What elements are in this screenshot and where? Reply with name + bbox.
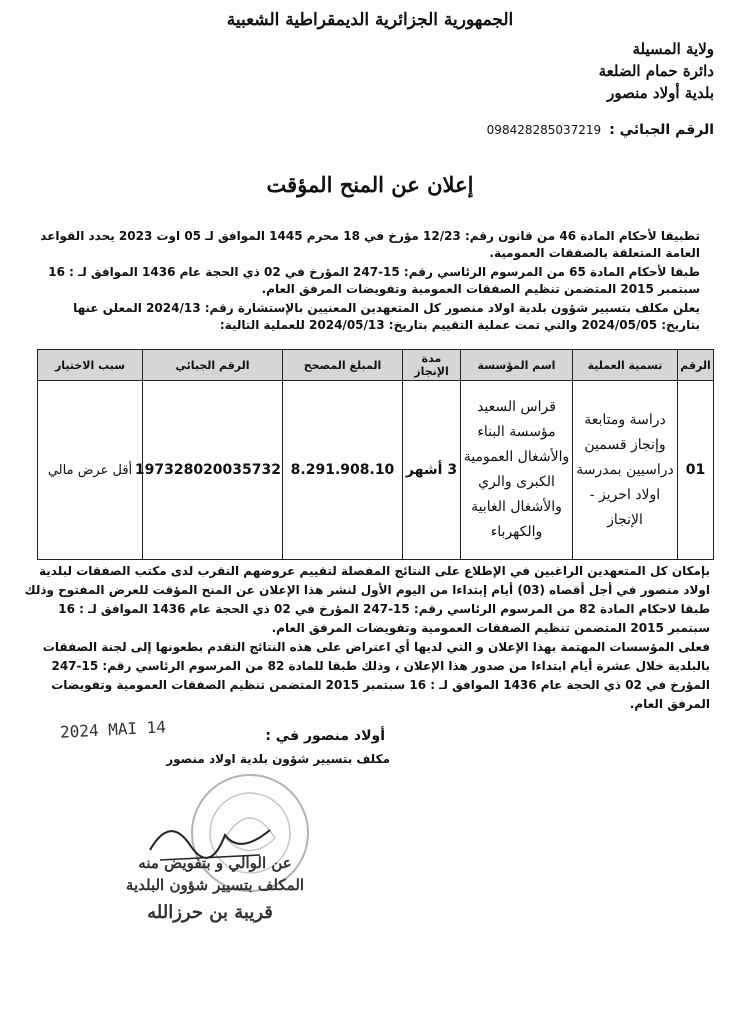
delegation-line: عن الوالي و بتفويض منه	[138, 854, 292, 872]
commune-line: بلدية أولاد منصور	[607, 84, 714, 102]
delegation-block	[20, 852, 410, 896]
delegation-line: المكلف بتسيير شؤون البلدية	[125, 876, 305, 894]
outro-paragraphs	[20, 562, 710, 714]
document-title: إعلان عن المنح المؤقت	[266, 172, 474, 197]
daira-line: دائرة حمام الضلعة	[598, 62, 714, 80]
tax-label: الرقم الجبائي :	[609, 122, 714, 138]
intro-paragraph: تطبيقا لأحكام المادة 46 من قانون رقم: 12/23 مؤرخ في 18 محرم 1445 الموافق لـ 05 اوت 2023 يحدد القواعد العامة المتعلقة بالصفقات العمومية.	[40, 229, 700, 260]
cell-reason: أقل عرض مالي	[38, 381, 143, 560]
intro-paragraphs	[40, 228, 700, 336]
signatory-name: قريبة بن حرزالله	[147, 902, 273, 923]
cell-company: قراس السعيد مؤسسة البناء والأشغال العمومية الكبرى والري والأشغال الغابية والكهرباء	[461, 381, 573, 560]
intro-paragraph: يعلن مكلف بتسيير شؤون بلدية اولاد منصور كل المتعهدين المعنيين بالإستشارة رقم: 2024/13 المعلن عنها بتاريخ: 2024/05/05 والتي تمت عملية التقييم بتاريخ: 2024/05/13 للعملية التالية:	[73, 301, 700, 332]
header-tax-id: الرقم الجبائي	[143, 350, 283, 381]
outro-paragraph: بإمكان كل المتعهدين الراغبين في الإطلاع على النتائج المفصلة لتقييم عروضهم التقرب لدى مكتب الصفقات لبلدية اولاد منصور في أجل أقصاه (03) أيام إبتداءا من اليوم الأول لنشر هذا الإعلان عن المنح المؤقت للعرض المفتوح وذلك طبقا لاحكام المادة 82 من المرسوم الرئاسي رقم: 15-247 المؤرخ في 02 ذي الحجة عام 1436 الموافق لـ : 16 سبتمبر 2015 المتضمن تنظيم الصفقات العمومية وتفويضات المرفق العام.	[24, 564, 710, 635]
award-table	[37, 349, 714, 560]
header-company: اسم المؤسسة	[461, 350, 573, 381]
table-row	[38, 381, 714, 560]
date-stamp: 2024 MAI 14	[59, 717, 167, 742]
header-operation: تسمية العملية	[573, 350, 678, 381]
header-amount: المبلغ المصحح	[283, 350, 403, 381]
cell-operation: دراسة ومتابعة وإنجاز قسمين دراسيين بمدرسة اولاد احريز - الإنجاز	[573, 381, 678, 560]
place-date-line: أولاد منصور في :	[265, 728, 385, 744]
tax-value: 098428285037219	[486, 123, 602, 137]
signer-title: مكلف بتسيير شؤون بلدية اولاد منصور	[166, 752, 390, 766]
republic-heading: الجمهورية الجزائرية الديمقراطية الشعبية	[226, 10, 514, 30]
administration-block	[414, 38, 714, 104]
outro-paragraph: فعلى المؤسسات المهتمة بهذا الإعلان و التي لديها أي اعتراض على هذه النتائج التقدم بطعونها إلى لجنة الصفقات بالبلدية خلال عشرة أيام ابتداءا من صدور هذا الإعلان ، وذلك طبقا للمادة 82 من المرسوم الرئاسي رقم: 15-247 المؤرخ في 02 ذي الحجة عام 1436 الموافق لـ : 16 سبتمبر 2015 المتضمن تنظيم الصفقات العمومية وتفويضات المرفق العام.	[42, 640, 710, 711]
cell-number: 01	[678, 381, 714, 560]
cell-duration: 3 أشهر	[403, 381, 461, 560]
header-duration: مدة الإنجاز	[403, 350, 461, 381]
intro-paragraph: طبقا لأحكام المادة 65 من المرسوم الرئاسي رقم: 15-247 المؤرخ في 02 ذي الحجة عام 1436 الموافق لـ : 16 سبتمبر 2015 المتضمن تنظيم الصفقات العمومية وتفويضات المرفق العام.	[48, 265, 700, 296]
cell-amount: 8.291.908.10	[283, 381, 403, 560]
header-reason: سبب الاختيار	[38, 350, 143, 381]
table-header-row	[38, 350, 714, 381]
cell-tax-id: 197328020035732	[143, 381, 283, 560]
header-number: الرقم	[678, 350, 714, 381]
wilaya-line: ولاية المسيلة	[632, 40, 714, 58]
tax-number	[487, 122, 714, 138]
